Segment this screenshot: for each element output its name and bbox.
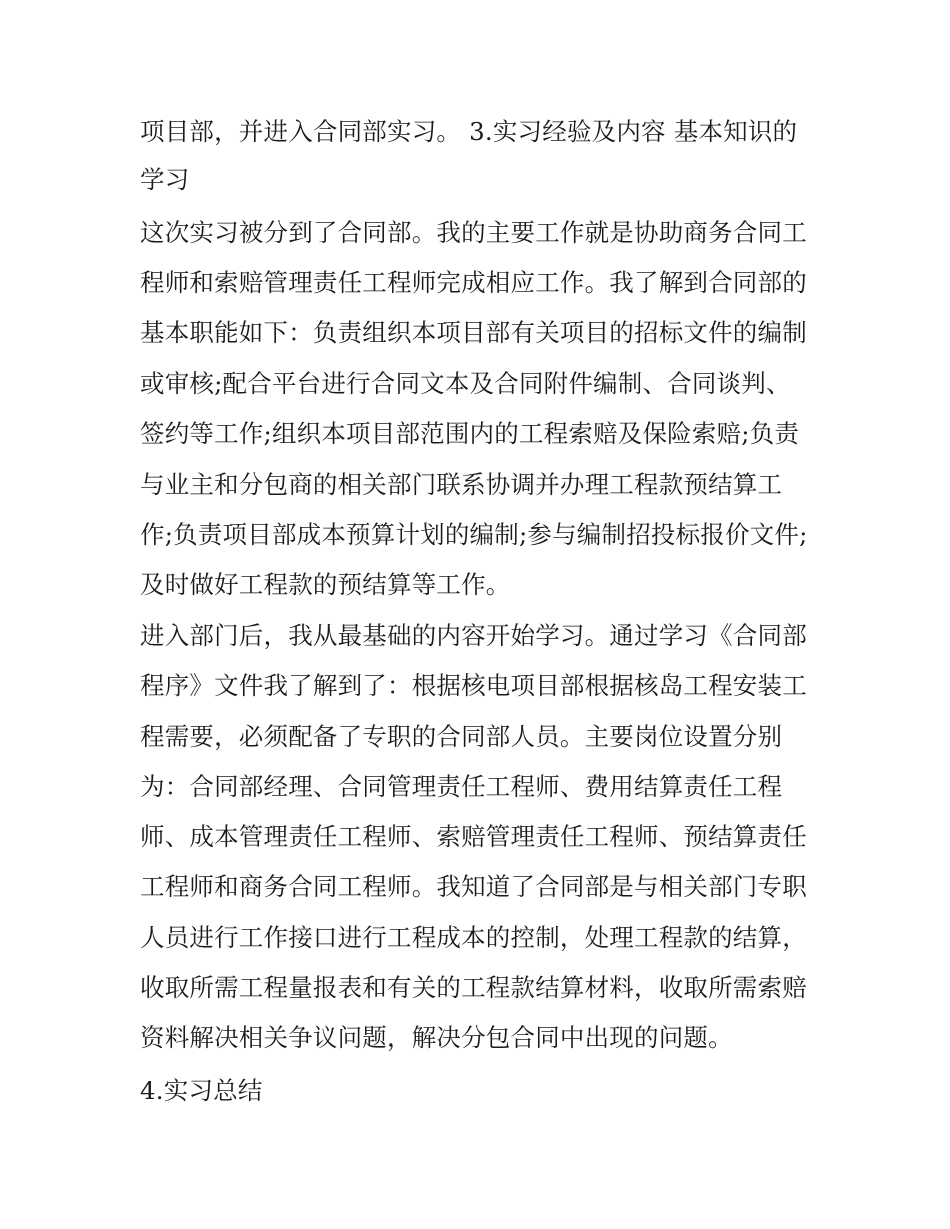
text-line: 学习	[140, 165, 190, 194]
section-heading: 4.实习总结	[140, 1076, 263, 1105]
text-line: 签约等工作;组织本项目部范围内的工程索赔及保险索赔;负责	[140, 419, 800, 448]
text-line: 程师和索赔管理责任工程师完成相应工作。我了解到合同部的	[140, 268, 807, 297]
text-line: 及时做好工程款的预结算等工作。	[140, 570, 511, 599]
text-line: 收取所需工程量报表和有关的工程款结算材料，收取所需索赔	[140, 973, 807, 1002]
text-line: 或审核;配合平台进行合同文本及合同附件编制、合同谈判、	[140, 369, 791, 398]
text-line: 为：合同部经理、合同管理责任工程师、费用结算责任工程	[140, 772, 783, 801]
text-line: 项目部，并进入合同部实习。 3.实习经验及内容 基本知识的	[140, 117, 798, 146]
text-line: 作;负责项目部成本预算计划的编制;参与编制招投标报价文件;	[140, 520, 808, 549]
text-line: 进入部门后，我从最基础的内容开始学习。通过学习《合同部	[140, 621, 807, 650]
text-line: 人员进行工作接口进行工程成本的控制，处理工程款的结算，	[140, 923, 807, 952]
text-line: 工程师和商务合同工程师。我知道了合同部是与相关部门专职	[140, 872, 807, 901]
text-line: 与业主和分包商的相关部门联系协调并办理工程款预结算工	[140, 470, 783, 499]
text-line: 基本职能如下：负责组织本项目部有关项目的招标文件的编制	[140, 318, 807, 347]
text-line: 程需要，必须配备了专职的合同部人员。主要岗位设置分别	[140, 722, 783, 751]
text-line: 资料解决相关争议问题，解决分包合同中出现的问题。	[140, 1023, 733, 1052]
text-line: 这次实习被分到了合同部。我的主要工作就是协助商务合同工	[140, 218, 807, 247]
text-line: 师、成本管理责任工程师、索赔管理责任工程师、预结算责任	[140, 822, 807, 851]
text-line: 程序》文件我了解到了：根据核电项目部根据核岛工程安装工	[140, 671, 807, 700]
